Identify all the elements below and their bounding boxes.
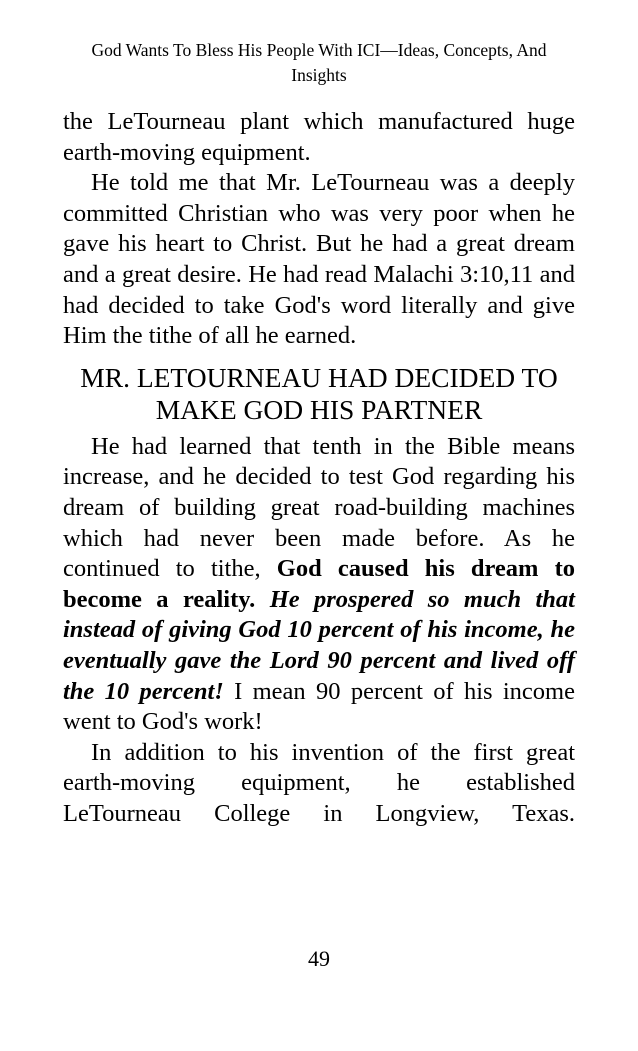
body-text	[63, 107, 575, 829]
emphasis-space	[255, 586, 269, 613]
tithe-test-text-end: I mean 90 percent of his income went to God's work!	[63, 677, 575, 736]
running-header: God Wants To Bless His People With ICI—Ideas, Concepts, And Insights	[91, 40, 547, 85]
tithe-test-text: He had learned that tenth in the Bible means increase, and he decided to test God regarding his dream of building great road-building machines which had never been made before. As he continued to tithe,	[63, 432, 575, 583]
section-heading: MR. LETOURNEAU HAD DECIDED TO MAKE GOD HIS PARTNER	[80, 361, 558, 425]
emphasis-bold-italic: He prospered so much that instead of giving God 10 percent of his income, he eventually gave the Lord 90 percent and lived off the 10 percent!	[63, 585, 575, 705]
paragraph-letourneau-background: He told me that Mr. LeTourneau was a deeply committed Christian who was very poor when he gave his heart to Christ. But he had a great dream and a great desire. He had read Malachi 3:10,11 and had decided to take God's word literally and give Him the tithe of all he earned.	[63, 169, 575, 350]
paragraph-college: In addition to his invention of the first great earth-moving equipment, he established LeTourneau College in Longview, Texas.	[63, 738, 575, 827]
book-page	[63, 0, 575, 1051]
paragraph-tithe-test	[63, 432, 575, 738]
page-number: 49	[308, 946, 330, 971]
paragraph-continuation: the LeTourneau plant which manufactured huge earth-moving equipment.	[63, 108, 575, 166]
emphasis-bold: God caused his dream to become a reality.	[63, 555, 576, 613]
